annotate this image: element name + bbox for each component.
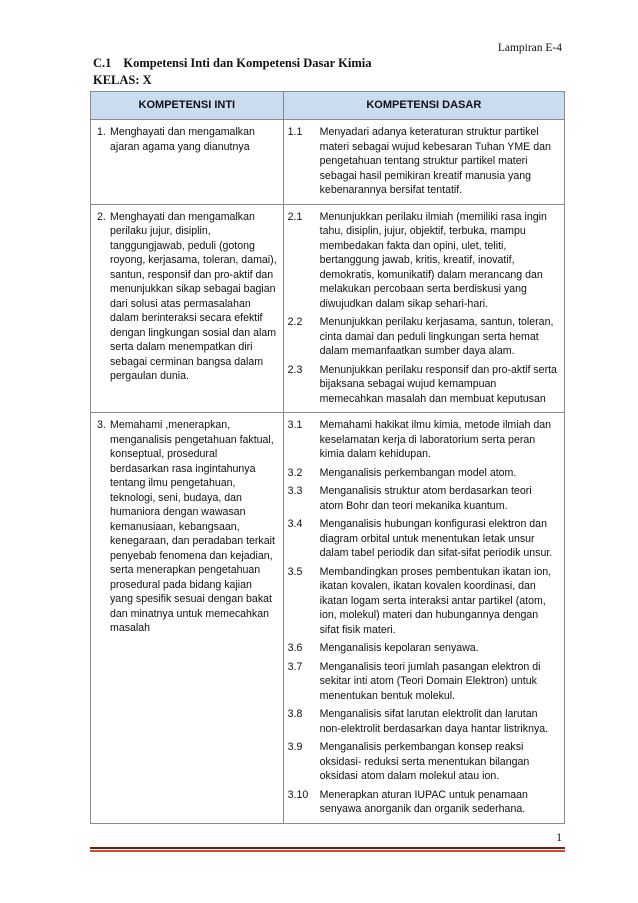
appendix-label: Lampiran E-4 [497,42,562,54]
ki-item [97,418,277,636]
kd-text: Menunjukkan perilaku responsif dan pro-aktif serta bijaksana sebagai wujud kemampuan memecahkan masalah dan membuat keputusan [319,363,557,405]
kd-item [288,125,558,198]
kd-item [288,707,558,736]
ki-cell [91,413,284,824]
kd-number: 3.5 [287,565,303,578]
kd-item [288,466,558,481]
ki-number: 2. [97,210,106,223]
kd-number: 3.10 [287,788,309,801]
footer-rule-red [90,850,565,852]
kd-number: 3.4 [287,518,303,530]
kd-item [288,788,558,817]
kd-text: Menganalisis struktur atom berdasarkan teori atom Bohr dan teori mekanika kuantum. [319,485,532,512]
kd-cell [283,204,564,413]
ki-cell [91,204,284,413]
table-row [91,120,565,205]
kd-number: 3.1 [287,419,303,431]
kd-item [288,641,558,656]
section-number: C.1 [93,56,112,70]
kd-cell [283,413,564,824]
kd-number: 3.9 [287,741,303,753]
ki-number: 1. [97,126,106,138]
kd-item [288,740,558,784]
kd-text: Menerapkan aturan IUPAC untuk penamaan senyawa anorganik dan organik sederhana. [319,788,528,815]
page-number: 1 [556,832,562,844]
kd-text: Menunjukkan perilaku kerjasama, santun, toleran, cinta damai dan peduli lingkungan serta hemat dalam memanfaatkan sumber daya alam. [319,316,554,357]
ki-text: Menghayati dan mengamalkan ajaran agama yang dianutnya [110,126,255,153]
table-row [91,413,565,824]
kd-text: Menganalisis teori jumlah pasangan elektron di sekitar inti atom (Teori Domain Elektron) untuk menentukan bentuk molekul. [319,660,541,702]
kd-text: Menganalisis perkembangan model atom. [319,466,517,479]
kd-text: Menunjukkan perilaku ilmiah (memiliki rasa ingin tahu, disiplin, jujur, objektif, terbuka, mampu membedakan fakta dan opini, ulet, teliti, bertanggung jawab, kritis, kreatif, inovatif, demokratis, komunikatif) dalam merancang dan melakukan percobaan serta berdiskusi yang diwujudkan dalam sikap sehari-hari. [319,210,547,310]
table-row [91,204,565,413]
class-label: KELAS: X [93,73,152,87]
kd-item [288,210,558,312]
competency-table [90,91,565,824]
kd-number: 3.3 [287,485,303,497]
kd-item [288,418,558,462]
kd-text: Menyadari adanya keteraturan struktur partikel materi sebagai wujud kebesaran Tuhan YME dan pengetahuan tentang struktur partikel materi sebagai hasil pemikiran kreatif manusia yang kebenarannya bersifat tentatif. [319,126,551,196]
kd-text: Menganalisis perkembangan konsep reaksi oksidasi- reduksi serta menentukan bilangan oksidasi atom dalam molekul atau ion. [319,741,530,782]
kd-number: 1.1 [287,126,303,138]
kd-item [288,660,558,704]
table-header-row [91,92,565,120]
section-title: Kompetensi Inti dan Kompetensi Dasar Kimia [123,56,372,70]
kd-number: 3.6 [287,642,303,654]
ki-item [97,125,277,154]
ki-cell [91,120,284,205]
header-kompetensi-dasar: KOMPETENSI DASAR [283,92,564,120]
kd-number: 3.7 [287,660,303,673]
header-kompetensi-inti: KOMPETENSI INTI [91,92,284,120]
kd-number: 3.2 [287,466,303,479]
kd-item [288,315,558,359]
kd-number: 2.3 [287,363,303,376]
kd-item [288,363,558,407]
kd-item [288,484,558,513]
kd-text: Menganalisis sifat larutan elektrolit dan larutan non-elektrolit berdasarkan daya hantar listriknya. [319,708,549,735]
kd-item [288,565,558,638]
ki-number: 3. [97,419,106,431]
kd-text: Membandingkan proses pembentukan ikatan ion, ikatan kovalen, ikatan kovalen koordinasi, dan ikatan logam serta interaksi antar partikel (atom, ion, molekul) materi dan hubungannya dengan sifat fisik materi. [319,565,552,636]
kd-text: Menganalisis kepolaran senyawa. [319,642,479,654]
kd-text: Menganalisis hubungan konfigurasi elektron dan diagram orbital untuk menentukan letak unsur dalam tabel periodik dan sifat-sifat periodik unsur. [319,518,553,559]
kd-number: 2.2 [287,316,303,328]
kd-cell [283,120,564,205]
kd-number: 3.8 [287,708,303,720]
ki-text: Menghayati dan mengamalkan perilaku jujur, disiplin, tanggungjawab, peduli (gotong royong, kerjasama, toleran, damai), santun, responsif dan pro-aktif dan menunjukkan sikap sebagai bagian dari solusi atas permasalahan dalam berinteraksi secara efektif dengan lingkungan sosial dan alam serta dalam menempatkan diri sebagai cerminan bangsa dalam pergaulan dunia. [110,210,277,382]
ki-item [97,210,277,384]
ki-text: Memahami ,menerapkan, menganalisis pengetahuan faktual, konseptual, prosedural berdasarkan rasa ingintahunya tentang ilmu pengetahuan, teknologi, seni, budaya, dan humaniora dengan wawasan kemanusiaan, kebangsaan, kenegaraan, dan peradaban terkait penyebab fenomena dan kejadian, serta menerapkan pengetahuan prosedural pada bidang kajian yang spesifik sesuai dengan bakat dan minatnya untuk memecahkan masalah [110,419,275,634]
document-title [93,56,371,71]
footer-rule-dark [90,847,565,849]
kd-text: Memahami hakikat ilmu kimia, metode ilmiah dan keselamatan kerja di laboratorium serta peran kimia dalam kehidupan. [319,419,552,460]
kd-item [288,517,558,561]
kd-number: 2.1 [287,210,303,223]
